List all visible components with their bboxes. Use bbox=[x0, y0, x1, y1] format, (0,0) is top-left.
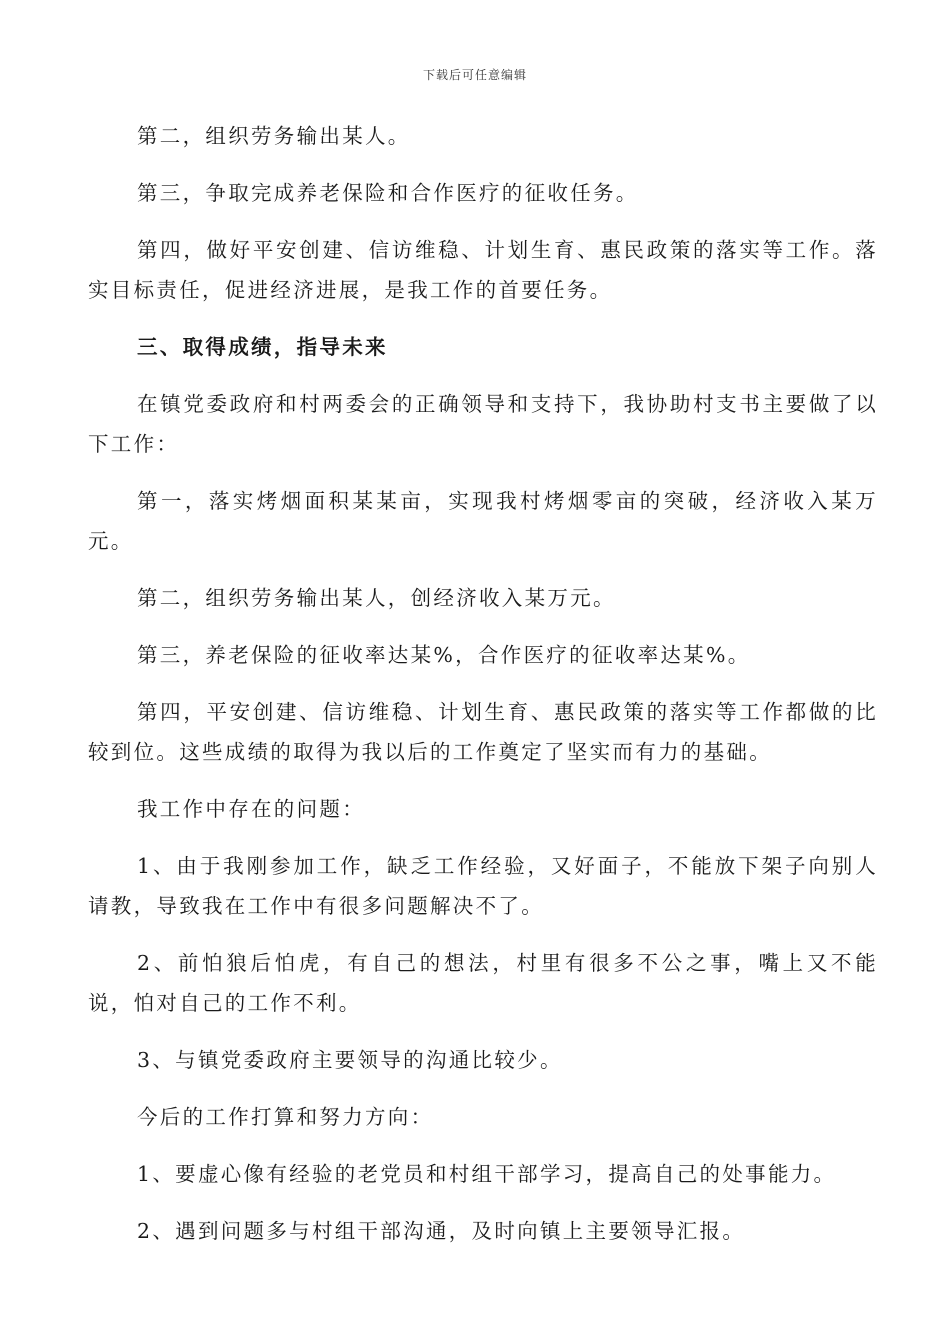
paragraph: 第二，组织劳务输出某人，创经济收入某万元。 bbox=[137, 586, 616, 610]
paragraph: 我工作中存在的问题： bbox=[137, 797, 365, 821]
page-header: 下载后可任意编辑 bbox=[422, 68, 527, 82]
paragraph: 今后的工作打算和努力方向： bbox=[137, 1105, 434, 1129]
paragraph: 第三，争取完成养老保险和合作医疗的征收任务。 bbox=[137, 181, 639, 205]
paragraph: 1、要虚心像有经验的老党员和村组干部学习，提高自己的处事能力。 bbox=[137, 1162, 837, 1186]
paragraph: 第四，做好平安创建、信访维稳、计划生育、惠民政策的落实等工作。落实目标责任，促进经济进展，是我工作的首要任务。 bbox=[88, 238, 878, 302]
paragraph: 1、由于我刚参加工作，缺乏工作经验，又好面子，不能放下架子向别人请教，导致我在工作中有很多问题解决不了。 bbox=[88, 854, 878, 918]
paragraph: 第一，落实烤烟面积某某亩，实现我村烤烟零亩的突破，经济收入某万元。 bbox=[88, 489, 878, 553]
paragraph: 第二，组织劳务输出某人。 bbox=[137, 124, 411, 148]
paragraph: 2、前怕狼后怕虎，有自己的想法，村里有很多不公之事，嘴上又不能说，怕对自己的工作不利。 bbox=[88, 951, 878, 1015]
paragraph: 2、遇到问题多与村组干部沟通，及时向镇上主要领导汇报。 bbox=[137, 1219, 746, 1243]
document-body bbox=[88, 116, 878, 1268]
paragraph: 3、与镇党委政府主要领导的沟通比较少。 bbox=[137, 1048, 563, 1072]
paragraph: 第四，平安创建、信访维稳、计划生育、惠民政策的落实等工作都做的比较到位。这些成绩的取得为我以后的工作奠定了坚实而有力的基础。 bbox=[88, 700, 878, 764]
section-heading: 三、取得成绩，指导未来 bbox=[137, 335, 388, 359]
paragraph: 在镇党委政府和村两委会的正确领导和支持下，我协助村支书主要做了以下工作： bbox=[88, 392, 878, 456]
paragraph: 第三，养老保险的征收率达某%，合作医疗的征收率达某%。 bbox=[137, 643, 751, 667]
